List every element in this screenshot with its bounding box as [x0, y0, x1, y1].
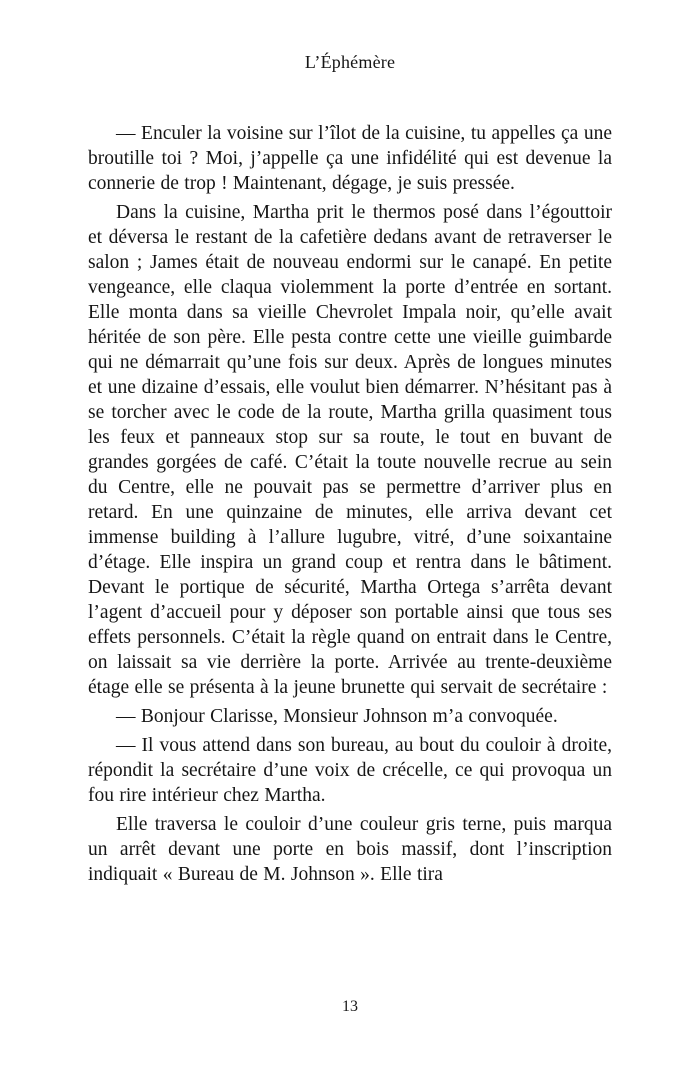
body-text — [88, 121, 612, 887]
paragraph: — Bonjour Clarisse, Monsieur Johnson m’a convoquée. — [116, 706, 558, 727]
paragraph: — Enculer la voisine sur l’îlot de la cuisine, tu appelles ça une broutille toi ? Moi, j’appelle ça une infidélité qui est devenue la connerie de trop ! Maintenant, dégage, je suis pressée. — [88, 123, 612, 194]
paragraph: — Il vous attend dans son bureau, au bout du couloir à droite, répondit la secrétaire d’une voix de crécelle, ce qui provoqua un fou rire intérieur chez Martha. — [88, 735, 612, 806]
running-header: L’Éphémère — [304, 52, 396, 72]
paragraph: Elle traversa le couloir d’une couleur gris terne, puis marqua un arrêt devant une porte en bois massif, dont l’inscription indiquait « Bureau de M. Johnson ». Elle tira — [88, 814, 612, 885]
paragraph: Dans la cuisine, Martha prit le thermos posé dans l’égouttoir et déversa le restant de la cafetière dedans avant de retraverser le salon ; James était de nouveau endormi sur le canapé. En petite vengeance, elle claqua violemment la porte d’entrée en sortant. Elle monta dans sa vieille Chevrolet Impala noir, qu’elle avait héritée de son père. Elle pesta contre cette une vieille guimbarde qui ne démarrait qu’une fois sur deux. Après de longues minutes et une dizaine d’essais, elle voulut bien démarrer. N’hésitant pas à se torcher avec le code de la route, Martha grilla quasiment tous les feux et panneaux stop sur sa route, le tout en buvant de grandes gorgées de café. C’était la toute nouvelle recrue au sein du Centre, elle ne pouvait pas se permettre d’arriver plus en retard. En une quinzaine de minutes, elle arriva devant cet immense building à l’allure lugubre, vitré, d’une soixantaine d’étage. Elle inspira un grand coup et rentra dans le bâtiment. Devant le portique de sécurité, Martha Ortega s’arrêta devant l’agent d’accueil pour y déposer son portable ainsi que tous ses effets personnels. C’était la règle quand on entrait dans le Centre, on laissait sa vie derrière la porte. Arrivée au trente-deuxième étage elle se présenta à la jeune brunette qui servait de secrétaire : — [88, 202, 612, 698]
page-number: 13 — [342, 998, 358, 1015]
